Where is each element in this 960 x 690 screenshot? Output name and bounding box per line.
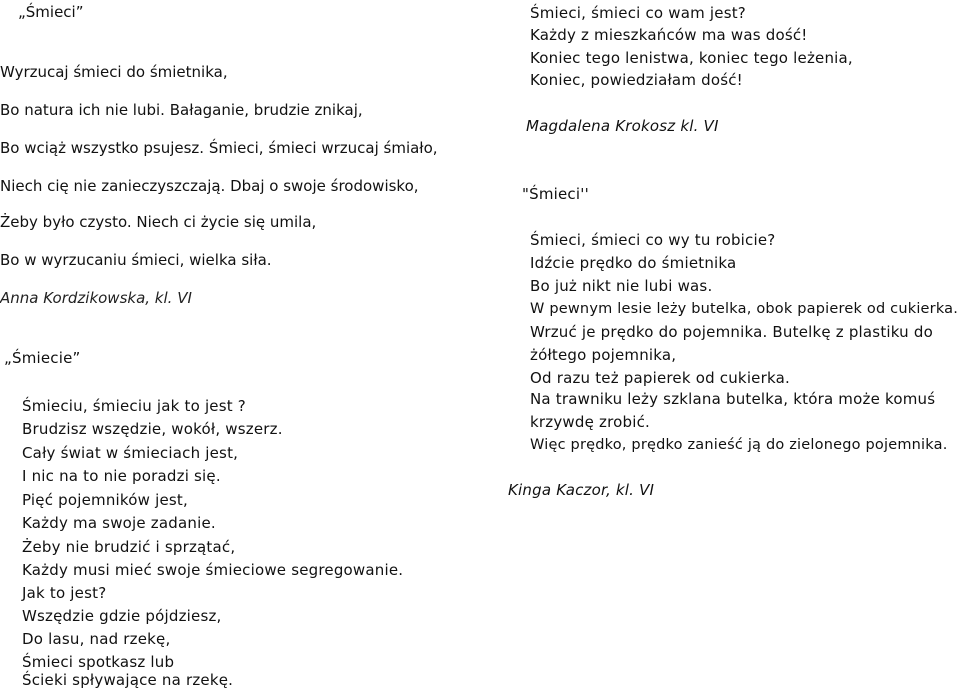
poem3-line: Bo już nikt nie lubi was. — [530, 277, 713, 295]
poem3-line: żółtego pojemnika, — [530, 346, 677, 364]
poem1-line: Bo natura ich nie lubi. Bałaganie, brudzie znikaj, — [0, 101, 363, 119]
poem-cont-line: Koniec, powiedziałam dość! — [530, 71, 743, 89]
poem3-line: Od razu też papierek od cukierka. — [530, 369, 790, 387]
poem2-line: Do lasu, nad rzekę, — [22, 630, 171, 648]
poem3-line: krzywdę zrobić. — [530, 413, 650, 431]
poem2-line: Żeby nie brudzić i sprzątać, — [22, 538, 236, 556]
poem3-line: Wrzuć je prędko do pojemnika. Butelkę z plastiku do — [530, 323, 933, 341]
poem1-line: Niech cię nie zanieczyszczają. Dbaj o swoje środowisko, — [0, 177, 419, 195]
poem-cont-line: Każdy z mieszkańców ma was dość! — [530, 26, 808, 44]
poem2-line: Śmieci spotkasz lub — [22, 653, 175, 671]
poem-cont-author: Magdalena Krokosz kl. VI — [526, 117, 719, 135]
poem3-line: Idźcie prędko do śmietnika — [530, 254, 737, 272]
poem2-line: Brudzisz wszędzie, wokół, wszerz. — [22, 420, 283, 438]
poem3-line: W pewnym lesie leży butelka, obok papierek od cukierka. — [530, 301, 959, 317]
poem2-line: Śmieciu, śmieciu jak to jest ? — [22, 397, 246, 415]
poem3-line: Więc prędko, prędko zanieść ją do zielonego pojemnika. — [530, 437, 948, 453]
poem2-title: „Śmiecie” — [4, 349, 81, 367]
poem3-title: "Śmieci'' — [522, 185, 589, 203]
poem3-author: Kinga Kaczor, kl. VI — [508, 481, 655, 499]
poem2-line: Jak to jest? — [22, 584, 107, 602]
poem1-line: Wyrzucaj śmieci do śmietnika, — [0, 63, 228, 81]
poem2-line: Ścieki spływające na rzekę. — [22, 671, 234, 689]
poem-cont-line: Koniec tego lenistwa, koniec tego leżenia, — [530, 49, 853, 67]
poem1-line: Żeby było czysto. Niech ci życie się umila, — [0, 213, 317, 231]
poem1-line: Bo wciąż wszystko psujesz. Śmieci, śmieci wrzucaj śmiało, — [0, 139, 438, 157]
poem2-line: Każdy ma swoje zadanie. — [22, 514, 216, 532]
poem1-title: „Śmieci” — [18, 3, 84, 21]
poem3-line: Śmieci, śmieci co wy tu robicie? — [530, 231, 776, 249]
poem2-line: Pięć pojemników jest, — [22, 491, 188, 509]
poem2-line: Każdy musi mieć swoje śmieciowe segregowanie. — [22, 561, 404, 579]
poem2-line: Wszędzie gdzie pójdziesz, — [22, 607, 222, 625]
poem2-line: I nic na to nie poradzi się. — [22, 467, 221, 485]
poem1-author: Anna Kordzikowska, kl. VI — [0, 289, 192, 307]
poem1-line: Bo w wyrzucaniu śmieci, wielka siła. — [0, 251, 272, 269]
poem3-line: Na trawniku leży szklana butelka, która może komuś — [530, 390, 936, 408]
poem-cont-line: Śmieci, śmieci co wam jest? — [530, 4, 746, 22]
poem2-line: Cały świat w śmieciach jest, — [22, 444, 239, 462]
